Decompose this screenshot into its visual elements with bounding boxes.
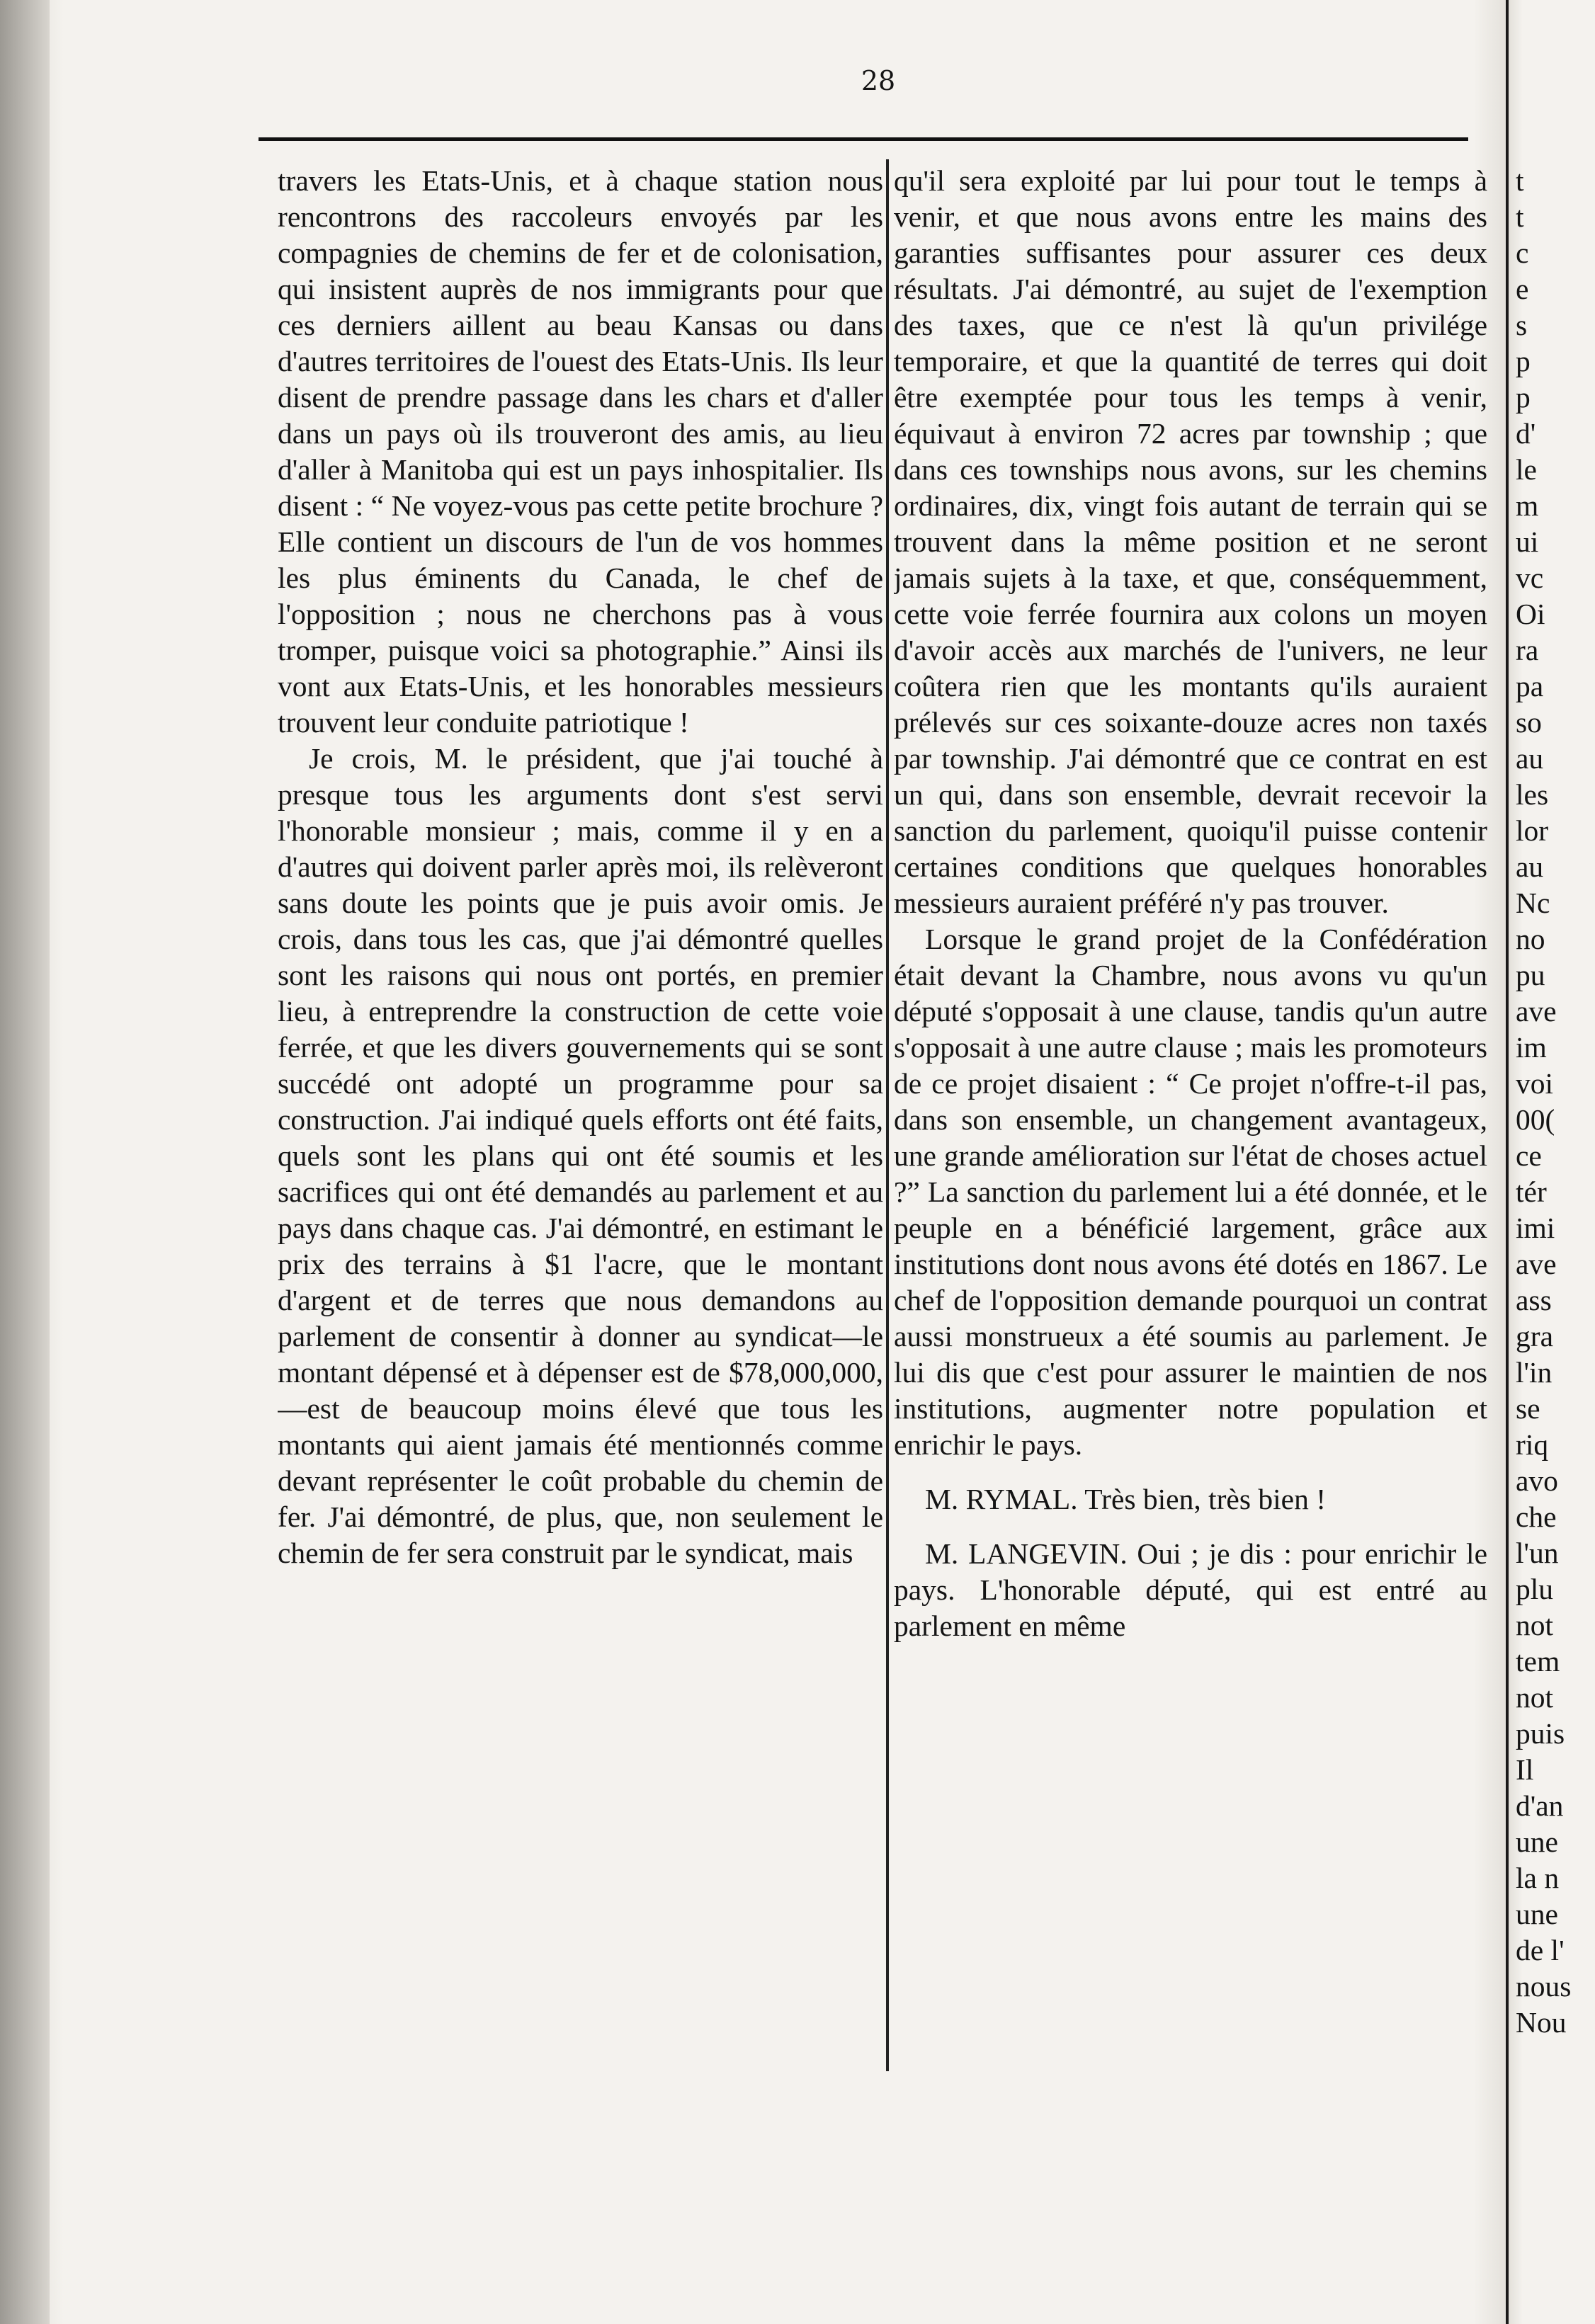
edge-fragment: l'un (1516, 1537, 1559, 1569)
paragraph: qu'il sera exploité par lui pour tout le temps à venir, et que nous avons entre les mains des garanties suffisantes pour assurer ces deux résultats. J'ai démontré, au sujet de l'exemption des taxes, que ce n'est là qu'un privilége temporaire, et que la quantité de terres qui doit être exemptée pour tous les temps à venir, équivaut à environ 72 acres par township ; que dans ces townships nous avons, sur les chemins ordinaires, dix, vingt fois autant de terrain qui se trouvent dans la même position et ne seront jamais sujets à la taxe, et que, conséquemment, cette voie ferrée fournira aux colons un moyen d'avoir accès aux marchés de l'univers, ne leur coûtera rien que les montants qu'ils auraient prélevés sur ces soixante-douze acres non taxés par township. J'ai démontré que ce contrat en est un qui, dans son ensemble, devrait recevoir la sanction du parlement, quoiqu'il puisse contenir certaines conditions que quelques honorables messieurs auraient préféré n'y pas trouver. (894, 164, 1487, 919)
edge-fragment: t (1516, 200, 1524, 233)
edge-fragment: ra (1516, 634, 1539, 666)
header-rule (259, 137, 1468, 141)
edge-fragment: imi (1516, 1212, 1555, 1244)
edge-fragment: p (1516, 381, 1531, 414)
edge-fragment: d'an (1516, 1789, 1564, 1822)
edge-fragment: che (1516, 1500, 1557, 1533)
edge-fragment: m (1516, 489, 1539, 522)
edge-fragment: tem (1516, 1645, 1560, 1678)
edge-fragment: se (1516, 1392, 1540, 1425)
edge-fragment: 00( (1516, 1103, 1555, 1136)
paragraph: Je crois, M. le président, que j'ai touché à presque tous les arguments dont s'est servi l'honorable monsieur ; mais, comme il y en a d'autres qui doivent parler après moi, ils relèveront sans doute les points que je puis avoir omis. Je crois, dans tous les cas, que j'ai démontré quelles sont les raisons qui nous ont portés, en premier lieu, à entreprendre la construction de cette voie ferrée, et que les divers gouvernements qui se sont succédé ont adopté un programme pour sa construction. J'ai indiqué quels efforts ont été faits, quels sont les plans qui ont été soumis et les sacrifices qui ont été demandés au parlement et au pays dans chaque cas. J'ai démontré, en estimant le prix des terrains à $1 l'acre, que le montant d'argent et de terres que nous demandons au parlement de consentir à donner au syndicat—le montant dépensé et à dépenser est de $78,000,000,—est de beaucoup moins élevé que tous les montants qui aient jamais été mentionnés comme devant représenter le coût probable du chemin de fer. J'ai démontré, de plus, que, non seulement le chemin de fer sera construit par le syndicat, mais (278, 742, 883, 1569)
edge-fragment: une (1516, 1825, 1558, 1858)
edge-fragment: Oi (1516, 598, 1545, 630)
edge-fragment: e (1516, 273, 1529, 305)
edge-fragment: ave (1516, 995, 1557, 1027)
edge-fragment: Nou (1516, 2006, 1567, 2039)
edge-fragment: pa (1516, 670, 1544, 702)
edge-fragment: voi (1516, 1067, 1554, 1100)
page-number: 28 (861, 65, 896, 96)
speaker-line: M. LANGEVIN. Oui ; je dis : pour enrichir le pays. L'honorable député, qui est entré au parlement en même (894, 1537, 1487, 1642)
column-divider (886, 159, 889, 2071)
adjacent-page-rule (1506, 0, 1509, 2324)
edge-fragment: plu (1516, 1573, 1554, 1605)
edge-fragment: t (1516, 164, 1524, 197)
edge-fragment: not (1516, 1681, 1554, 1714)
edge-fragment: ui (1516, 525, 1539, 558)
edge-fragment: ce (1516, 1139, 1542, 1172)
edge-fragment: d' (1516, 417, 1536, 450)
binding-edge-shadow (0, 0, 50, 2324)
edge-fragment: tér (1516, 1175, 1547, 1208)
edge-fragment: lor (1516, 814, 1549, 847)
text-column-right (894, 163, 1487, 2075)
edge-fragment: so (1516, 706, 1542, 739)
edge-fragment: ass (1516, 1284, 1552, 1316)
edge-fragment: avo (1516, 1464, 1558, 1497)
edge-fragment: Il (1516, 1753, 1534, 1786)
text-column-left (278, 163, 883, 2075)
edge-fragment: au (1516, 850, 1544, 883)
adjacent-page-edge-text (1516, 163, 1595, 2075)
edge-fragment: Nc (1516, 887, 1550, 919)
edge-fragment: l'in (1516, 1356, 1553, 1389)
edge-fragment: s (1516, 309, 1528, 341)
speaker-line: M. RYMAL. Très bien, très bien ! (925, 1483, 1327, 1515)
edge-fragment: nous (1516, 1970, 1572, 2003)
paragraph: travers les Etats-Unis, et à chaque station nous rencontrons des raccoleurs envoyés par les compagnies de chemins de fer et de colonisation, qui insistent auprès de nos immigrants pour que ces derniers aillent au beau Kansas ou dans d'autres territoires de l'ouest des Etats-Unis. Ils leur disent de prendre passage dans les chars et d'aller dans un pays où ils trouveront des amis, au lieu d'aller à Manitoba qui est un pays inhospitalier. Ils disent : “ Ne voyez-vous pas cette petite brochure ? Elle contient un discours de l'un de vos hommes les plus éminents du Canada, le chef de l'opposition ; nous ne cherchons pas à vous tromper, puisque voici sa photographie.” Ainsi ils vont aux Etats-Unis, et les honorables messieurs trouvent leur conduite patriotique ! (278, 164, 883, 739)
edge-fragment: de l' (1516, 1934, 1565, 1966)
edge-fragment: vc (1516, 562, 1544, 594)
edge-fragment: c (1516, 237, 1529, 269)
edge-fragment: le (1516, 453, 1537, 486)
edge-fragment: im (1516, 1031, 1547, 1064)
edge-fragment: puis (1516, 1717, 1565, 1750)
edge-fragment: au (1516, 742, 1544, 775)
edge-fragment: pu (1516, 959, 1545, 991)
edge-fragment: not (1516, 1609, 1554, 1641)
edge-fragment: ave (1516, 1248, 1557, 1280)
edge-fragment: les (1516, 778, 1549, 811)
edge-fragment: riq (1516, 1428, 1549, 1461)
edge-fragment: une (1516, 1898, 1558, 1930)
edge-fragment: la n (1516, 1862, 1560, 1894)
paragraph: Lorsque le grand projet de la Confédération était devant la Chambre, nous avons vu qu'un député s'opposait à une clause, tandis qu'un autre s'opposait à une autre clause ; mais les promoteurs de ce projet disaient : “ Ce projet n'offre-t-il pas, dans son ensemble, un changement avantageux, une grande amélioration sur l'état de choses actuel ?” La sanction du parlement lui a été donnée, et le peuple en a bénéficié largement, grâce aux institutions dont nous avons été dotés en 1867. Le chef de l'opposition demande pourquoi un contrat aussi monstrueux a été soumis au parlement. Je lui dis que c'est pour assurer le maintien de nos institutions, augmenter notre population et enrichir le pays. (894, 923, 1487, 1461)
edge-fragment: no (1516, 923, 1545, 955)
edge-fragment: p (1516, 345, 1531, 377)
edge-fragment: gra (1516, 1320, 1553, 1352)
